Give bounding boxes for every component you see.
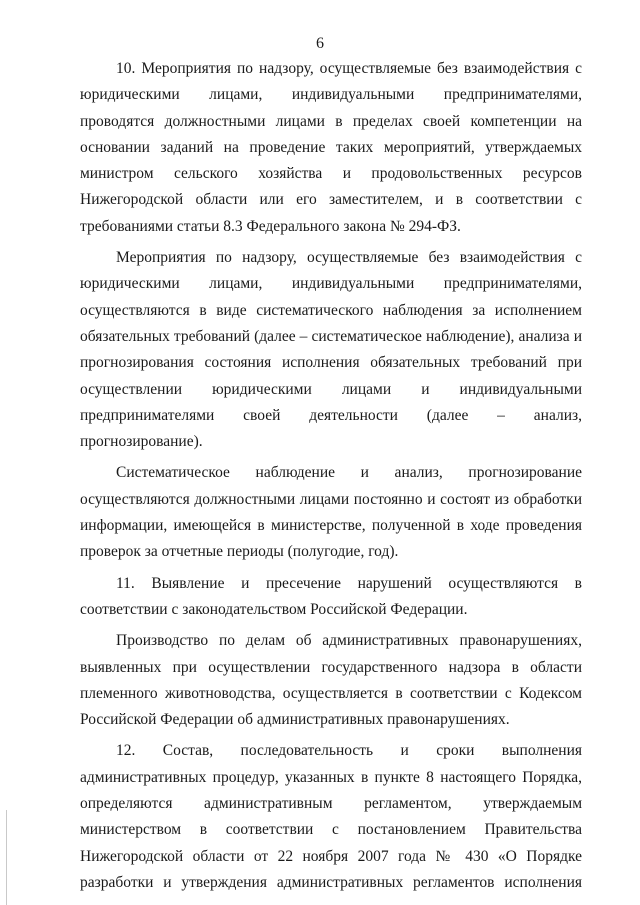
scan-margin-line bbox=[6, 810, 7, 905]
paragraph-11: 11. Выявление и пресечение нарушений осуществляются в соответствии с законодательством Российской Федерации. bbox=[80, 574, 582, 618]
paragraph-10: 10. Мероприятия по надзору, осуществляемые без взаимодействия с юридическими лицами, индивидуальными предпринимателями, проводятся должностными лицами в пределах своей компетенции на основании заданий на проведение таких мероприятий, утверждаемых министром сельского хозяйства и продовольственных ресурсов Нижегородской области или его заместителем, и в соответствии с требованиями статьи 8.3 Федерального закона № 294-ФЗ. bbox=[80, 60, 582, 235]
paragraph-systematic-observation: Систематическое наблюдение и анализ, прогнозирование осуществляются должностными лицами постоянно и состоят из обработки информации, имеющейся в министерстве, полученной в ходе проведения проверок за отчетные периоды (полугодие, год). bbox=[80, 464, 582, 561]
document-body bbox=[80, 56, 582, 901]
page-number: 6 bbox=[316, 35, 324, 52]
paragraph-supervision-forms: Мероприятия по надзору, осуществляемые без взаимодействия с юридическими лицами, индивидуальными предпринимателями, осуществляются в виде систематического наблюдения за исполнением обязательных требований (далее – систематическое наблюдение), анализа и прогнозирования состояния исполнения обязательных требований при осуществлении юридическими лицами и индивидуальными предпринимателями своей деятельности (далее – анализ, прогнозирование). bbox=[80, 249, 582, 451]
paragraph-12: 12. Состав, последовательность и сроки выполнения административных процедур, указанных в пункте 8 настоящего Порядка, определяются административным регламентом, утверждаемым министерством в соответствии с постановлением Правительства Нижегородской области от 22 ноября 2007 года № 430 «О Порядке разработки и утверждения административных регламентов исполнения bbox=[80, 742, 582, 891]
paragraph-administrative-offenses: Производство по делам об административных правонарушениях, выявленных при осуществлении государственного надзора в области племенного животноводства, осуществляется в соответствии с Кодексом Российской Федерации об административных правонарушениях. bbox=[80, 632, 582, 729]
